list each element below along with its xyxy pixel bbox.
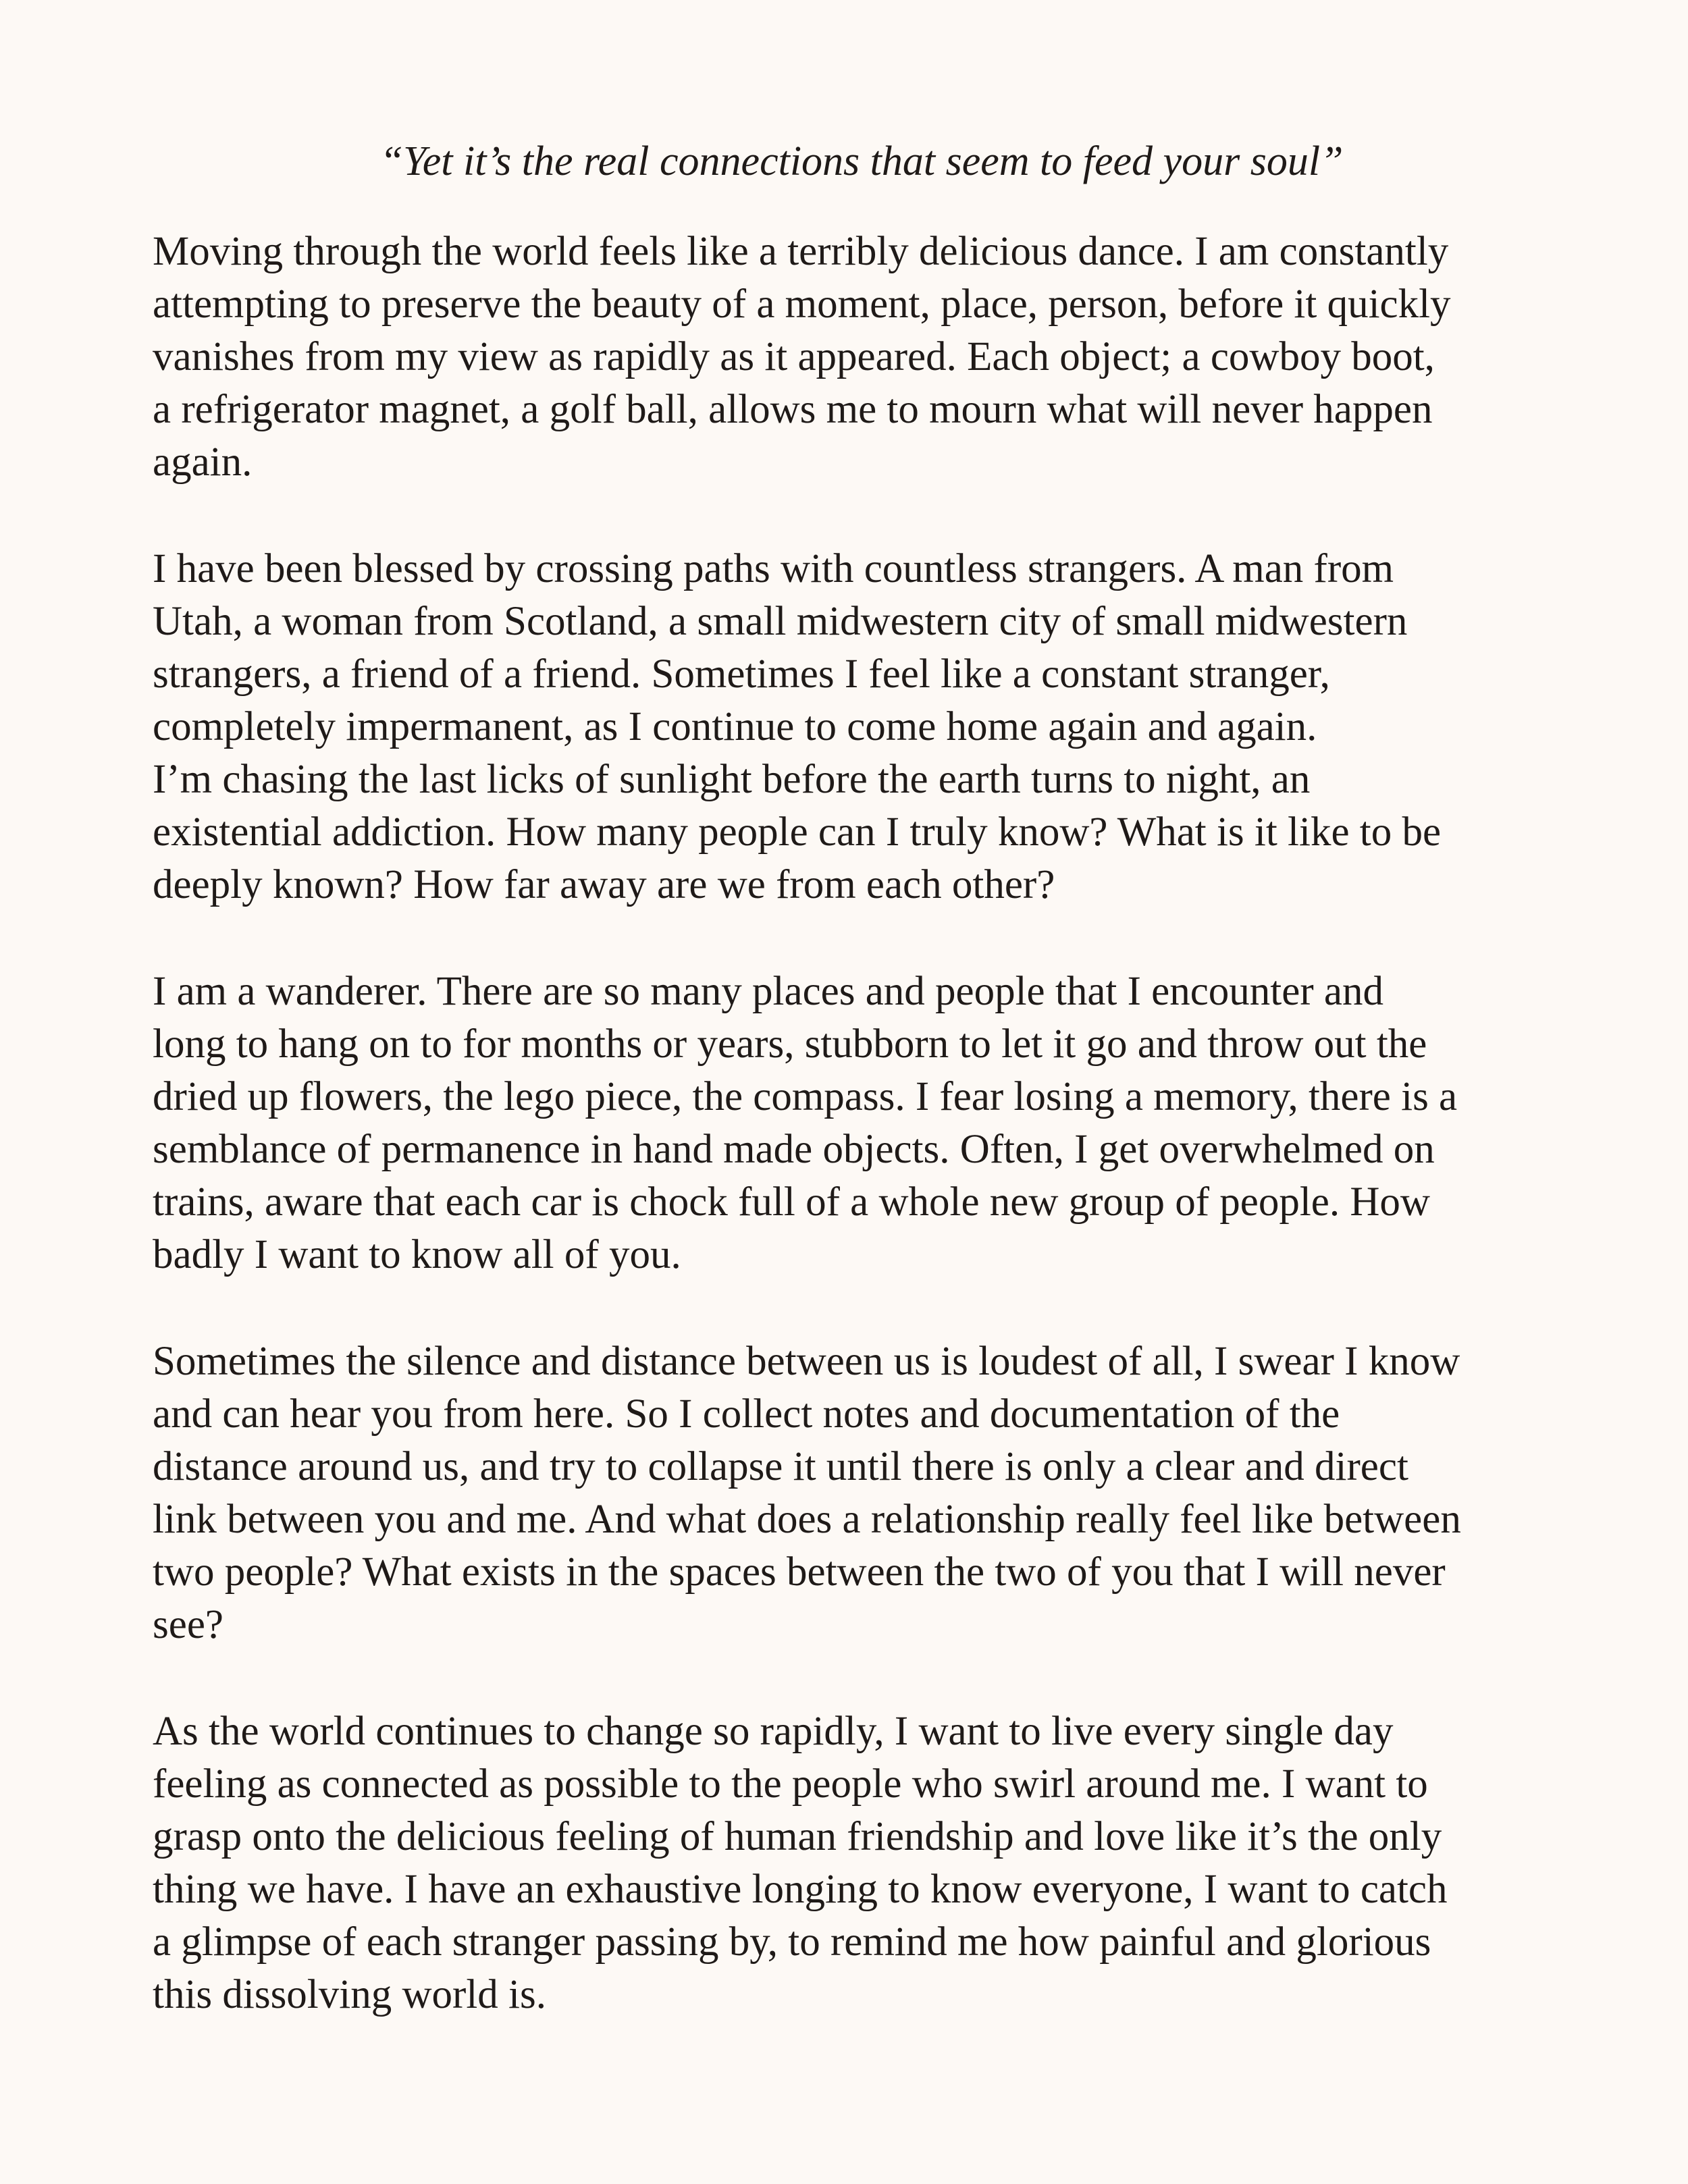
text-line: this dissolving world is. [153, 1972, 546, 2017]
text-line: see? [153, 1602, 223, 1647]
text-line: existential addiction. How many people can I truly know? What is it like to be [153, 809, 1442, 855]
text-line: trains, aware that each car is chock full of a whole new group of people. How [153, 1179, 1430, 1225]
text-line: semblance of permanence in hand made objects. Often, I get overwhelmed on [153, 1127, 1435, 1172]
text-line: a glimpse of each stranger passing by, to remind me how painful and glorious [153, 1919, 1431, 1965]
text-line: feeling as connected as possible to the people who swirl around me. I want to [153, 1761, 1428, 1807]
text-line: again. [153, 440, 253, 485]
text-line: link between you and me. And what does a relationship really feel like between [153, 1497, 1461, 1542]
text-line: I am a wanderer. There are so many places and people that I encounter and [153, 969, 1383, 1014]
text-line: I’m chasing the last licks of sunlight before the earth turns to night, an [153, 757, 1311, 802]
paragraph-4 [153, 1335, 1557, 1651]
text-line: a refrigerator magnet, a golf ball, allows me to mourn what will never happen [153, 387, 1433, 432]
text-line: grasp onto the delicious feeling of human friendship and love like it’s the only [153, 1814, 1442, 1859]
text-line: completely impermanent, as I continue to come home again and again. [153, 704, 1317, 749]
text-line: deeply known? How far away are we from each other? [153, 862, 1055, 907]
epigraph-quote: “Yet it’s the real connections that seem to feed your soul” [379, 138, 1344, 184]
paragraph-1 [153, 225, 1557, 489]
text-line: Utah, a woman from Scotland, a small midwestern city of small midwestern [153, 599, 1408, 644]
text-line: and can hear you from here. So I collect notes and documentation of the [153, 1391, 1340, 1437]
text-line: badly I want to know all of you. [153, 1232, 681, 1277]
text-line: long to hang on to for months or years, stubborn to let it go and throw out the [153, 1021, 1427, 1067]
text-line: Sometimes the silence and distance between us is loudest of all, I swear I know [153, 1339, 1460, 1384]
text-line: vanishes from my view as rapidly as it appeared. Each object; a cowboy boot, [153, 334, 1435, 379]
text-line: attempting to preserve the beauty of a moment, place, person, before it quickly [153, 282, 1451, 327]
text-line: I have been blessed by crossing paths with countless strangers. A man from [153, 546, 1394, 591]
text-line: Moving through the world feels like a terribly delicious dance. I am constantly [153, 229, 1449, 274]
text-line: dried up flowers, the lego piece, the compass. I fear losing a memory, there is a [153, 1074, 1458, 1119]
paragraph-5 [153, 1705, 1557, 2021]
text-line: distance around us, and try to collapse it until there is only a clear and direct [153, 1444, 1408, 1489]
paragraph-3 [153, 965, 1557, 1281]
text-line: thing we have. I have an exhaustive longing to know everyone, I want to catch [153, 1867, 1448, 1912]
text-line: two people? What exists in the spaces between the two of you that I will never [153, 1549, 1446, 1595]
text-line: strangers, a friend of a friend. Sometimes I feel like a constant stranger, [153, 651, 1330, 697]
text-line: As the world continues to change so rapidly, I want to live every single day [153, 1709, 1394, 1754]
paragraph-2 [153, 543, 1557, 911]
